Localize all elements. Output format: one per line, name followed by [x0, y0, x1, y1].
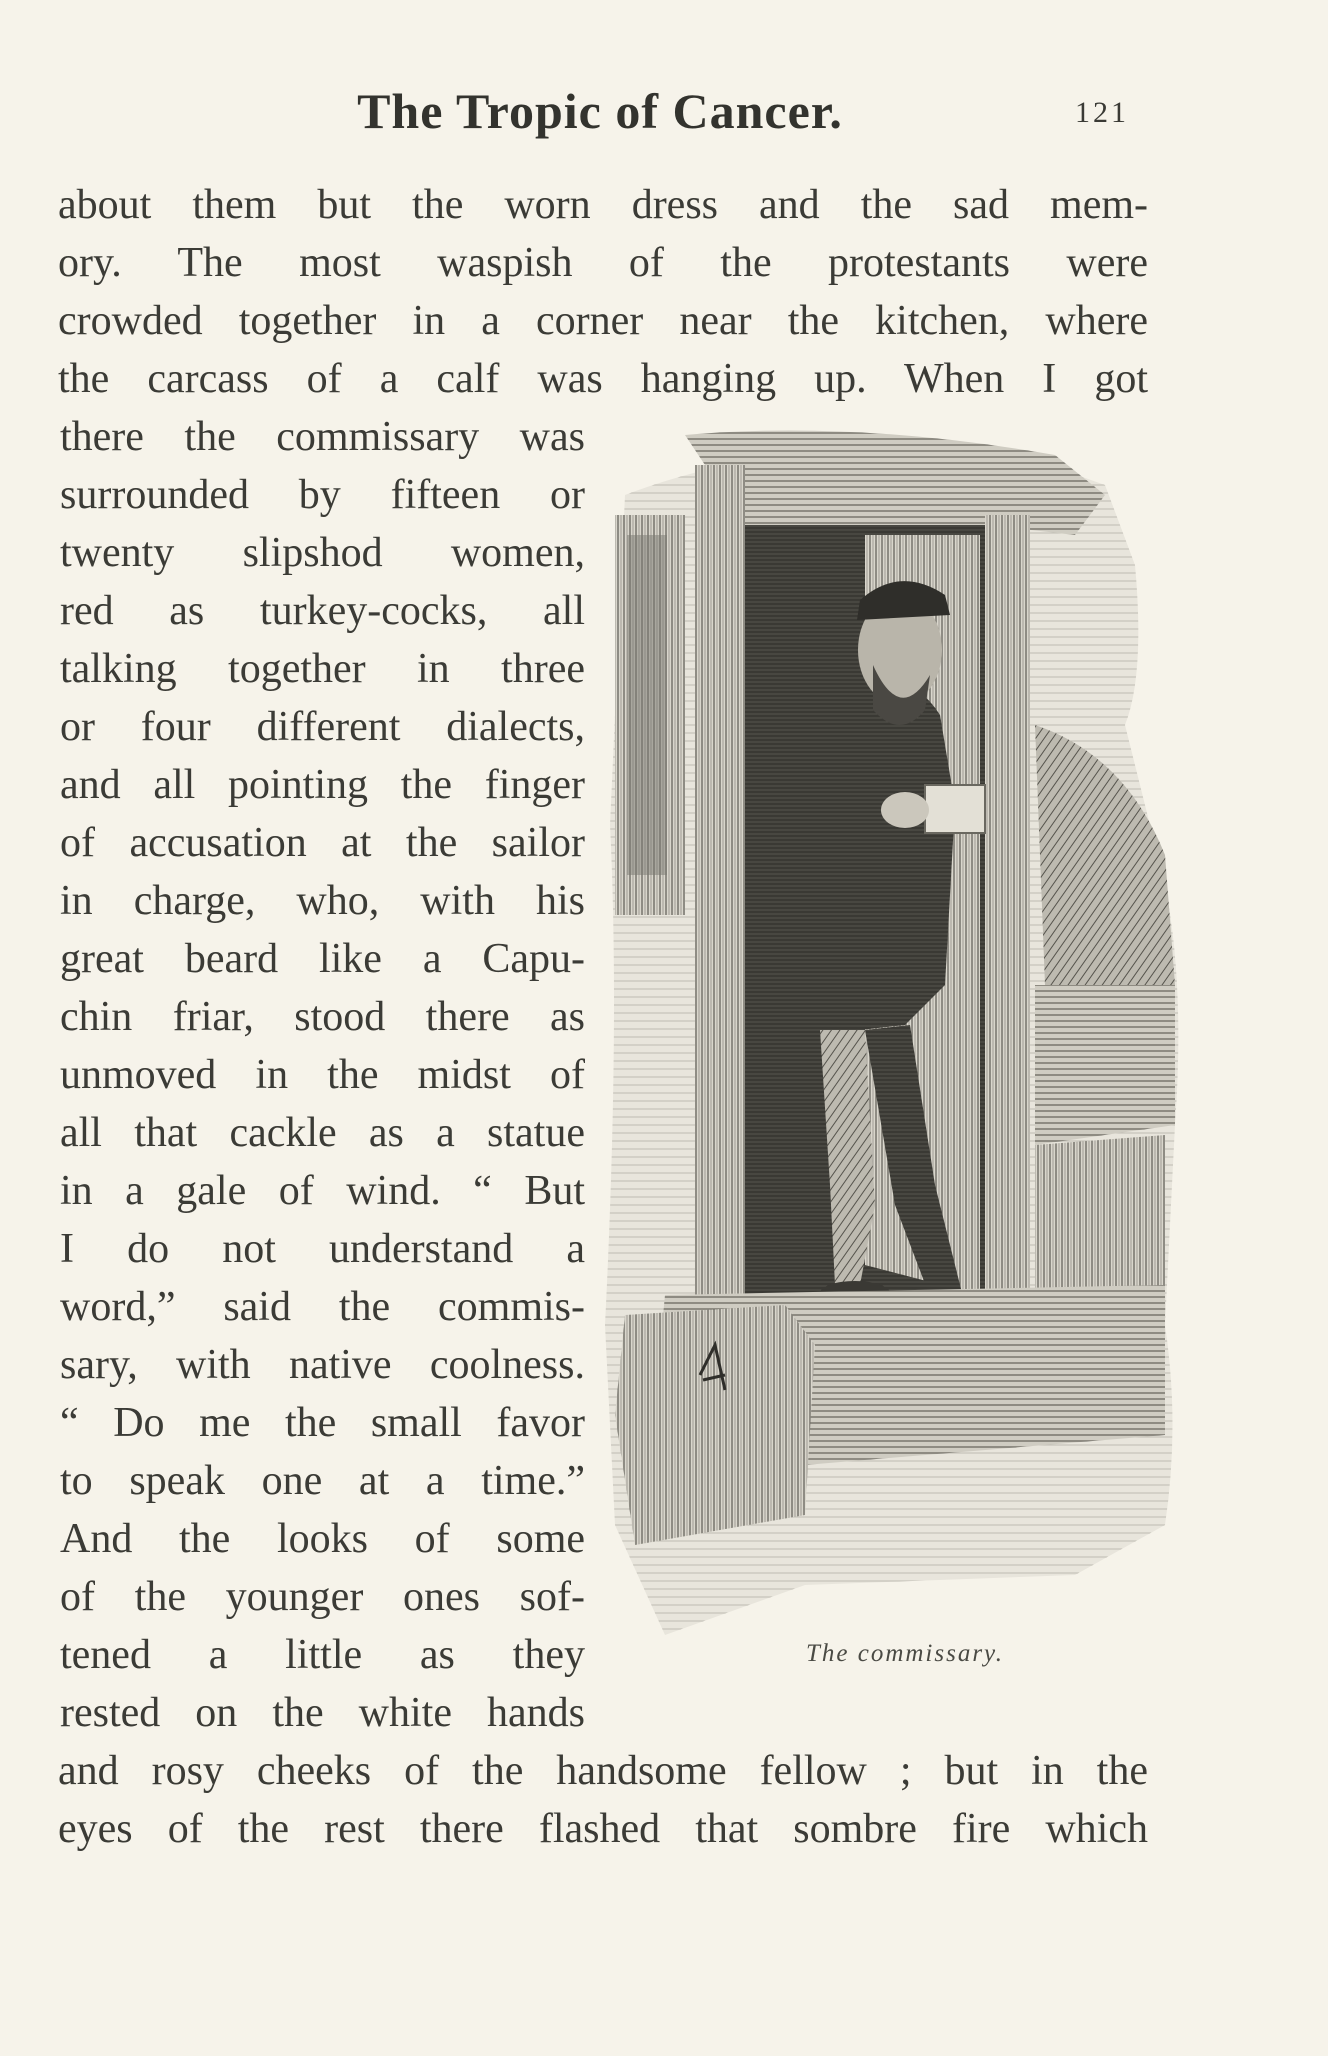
text-line: tened a little as they — [60, 1632, 585, 1678]
text-line: red as turkey-cocks, all — [60, 588, 585, 634]
text-line: chin friar, stood there as — [60, 994, 585, 1040]
text-line: And the looks of some — [60, 1516, 585, 1562]
text-line: in charge, who, with his — [60, 878, 585, 924]
text-line: ory. The most waspish of the protestants were — [58, 240, 1148, 286]
running-header-title: The Tropic of Cancer. — [357, 83, 843, 139]
text-line: surrounded by fifteen or — [60, 472, 585, 518]
text-line: and all pointing the finger — [60, 762, 585, 808]
text-line: there the commissary was — [60, 414, 585, 460]
text-line: to speak one at a time.” — [60, 1458, 585, 1504]
text-line: eyes of the rest there flashed that sombre fire which — [58, 1806, 1148, 1852]
text-line: rested on the white hands — [60, 1690, 585, 1736]
text-line: great beard like a Capu- — [60, 936, 585, 982]
text-line: in a gale of wind. “ But — [60, 1168, 585, 1214]
text-line: “ Do me the small favor — [60, 1400, 585, 1446]
illustration-caption: The commissary. — [805, 1640, 1005, 1667]
text-line: all that cackle as a statue — [60, 1110, 585, 1156]
text-line: word,” said the commis- — [60, 1284, 585, 1330]
text-line: or four different dialects, — [60, 704, 585, 750]
text-line: and rosy cheeks of the handsome fellow ; but in the — [58, 1748, 1148, 1794]
text-line: of accusation at the sailor — [60, 820, 585, 866]
text-line: talking together in three — [60, 646, 585, 692]
text-line: crowded together in a corner near the kitchen, where — [58, 298, 1148, 344]
text-line: sary, with native coolness. — [60, 1342, 585, 1388]
text-line: twenty slipshod women, — [60, 530, 585, 576]
page-number: 121 — [1075, 96, 1129, 129]
text-line: of the younger ones sof- — [60, 1574, 585, 1620]
text-line: the carcass of a calf was hanging up. When I got — [58, 356, 1148, 402]
text-line: about them but the worn dress and the sad mem- — [58, 182, 1148, 228]
text-line: unmoved in the midst of — [60, 1052, 585, 1098]
text-line: I do not understand a — [60, 1226, 585, 1272]
engraving-commissary-illustration — [605, 425, 1185, 1635]
